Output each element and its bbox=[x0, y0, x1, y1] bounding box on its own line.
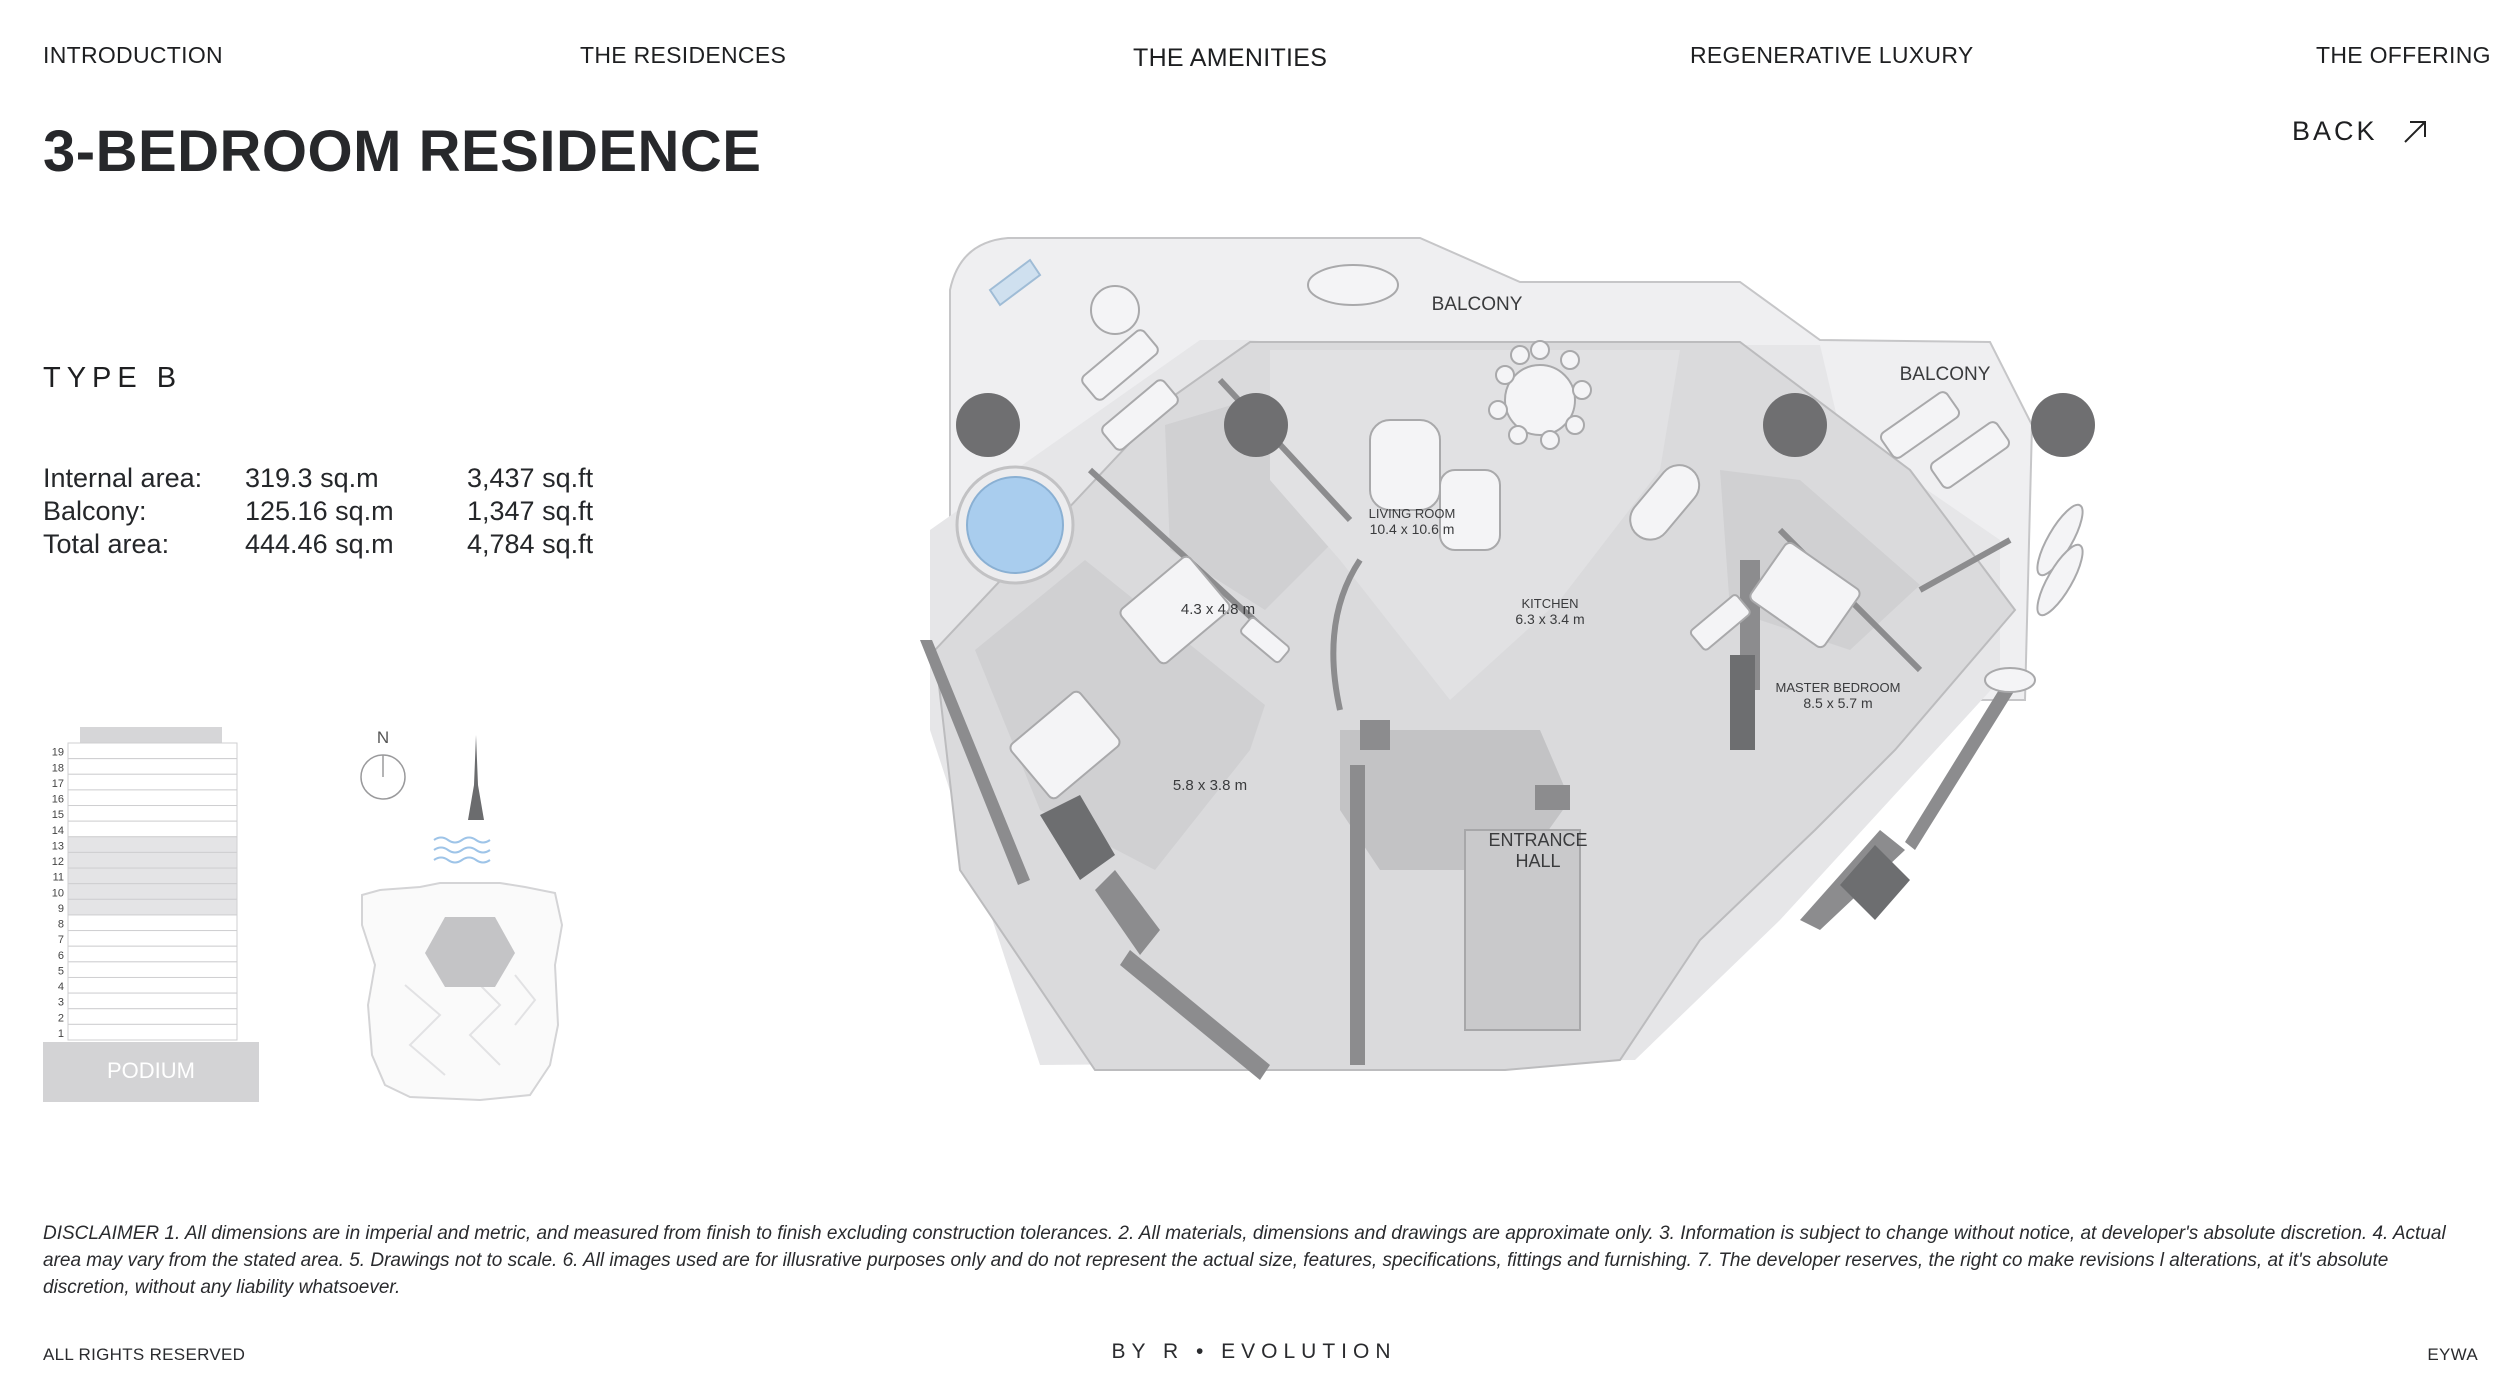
area-sqm: 444.46 sq.m bbox=[245, 529, 394, 559]
tower-floor bbox=[68, 962, 237, 978]
nav-the-offering[interactable]: THE OFFERING bbox=[2316, 42, 2491, 68]
tower-floor-number: 14 bbox=[51, 824, 64, 837]
tower-floor bbox=[68, 1009, 237, 1025]
area-label: Internal area: bbox=[43, 463, 203, 493]
area-sqm: 319.3 sq.m bbox=[245, 463, 379, 493]
area-table bbox=[43, 462, 593, 561]
footer-brand: BY R • EVOLUTION bbox=[1111, 1340, 1397, 1363]
nav-the-amenities[interactable]: THE AMENITIES bbox=[1133, 44, 1328, 72]
disclaimer: DISCLAIMER 1. All dimensions are in imperial and metric, and measured from finish to finish excluding construction tolerances. 2. All materials, dimensions and drawings are approximate only. 3. Information is subject to change without notice, at developer's absolute discretion. 4. Actual area may vary from the stated area. 5. Drawings not to scale. 6. All images used are for illusrative purposes only and do not represent the actual size, features, specifications, fittings and furnishing. 7. The developer reserves, the right co make revisions l alterations, at it's absolute discretion, without any liability whatsoever. bbox=[43, 1223, 2446, 1298]
tower-floor-number: 2 bbox=[57, 1012, 64, 1025]
nav-the-residences[interactable]: THE RESIDENCES bbox=[580, 42, 787, 68]
nav-regenerative-luxury[interactable]: REGENERATIVE LUXURY bbox=[1690, 42, 1974, 68]
label-hall: HALL bbox=[1515, 851, 1561, 871]
label-bedroom-2-dims: 4.3 x 4.8 m bbox=[1180, 601, 1256, 618]
wall-dark-block bbox=[1840, 845, 1910, 920]
area-label: Total area: bbox=[43, 529, 170, 559]
tower-floor-number: 1 bbox=[57, 1028, 64, 1040]
tower-floors bbox=[52, 743, 237, 1040]
north-label: N bbox=[376, 728, 390, 747]
tower-floor-number: 6 bbox=[57, 949, 64, 962]
area-sqft: 1,347 sq.ft bbox=[467, 496, 594, 526]
tower-floor bbox=[68, 806, 237, 822]
tower-floor-number: 3 bbox=[57, 996, 64, 1009]
label-kitchen-dims: 6.3 x 3.4 m bbox=[1515, 611, 1585, 627]
tower-floor bbox=[68, 946, 237, 962]
tower-floor bbox=[68, 1024, 237, 1040]
site-map bbox=[350, 725, 580, 1105]
label-kitchen: KITCHEN bbox=[1521, 596, 1579, 611]
label-bedroom-3-dims: 5.8 x 3.8 m bbox=[1172, 777, 1248, 794]
tower-floor bbox=[68, 931, 237, 947]
tower-floor bbox=[68, 977, 237, 993]
tower-floor-number: 7 bbox=[57, 934, 64, 947]
tower-floor-number: 17 bbox=[51, 777, 64, 790]
label-master-bedroom: MASTER BEDROOM bbox=[1775, 680, 1901, 695]
tower-floor bbox=[68, 774, 237, 790]
tower-floor-diagram bbox=[40, 720, 270, 1105]
tower-floor-number: 10 bbox=[51, 887, 64, 900]
tower-floor-number: 11 bbox=[52, 871, 64, 884]
tower-floor-number: 18 bbox=[51, 762, 64, 775]
area-label: Balcony: bbox=[43, 496, 147, 526]
residence-type: TYPE B bbox=[43, 362, 183, 394]
tower-floor-number: 15 bbox=[51, 809, 64, 822]
tower-floor-number: 8 bbox=[57, 918, 64, 931]
tower-floor bbox=[68, 884, 237, 900]
tower-floor-number: 5 bbox=[57, 965, 64, 978]
tower-roof bbox=[80, 727, 222, 743]
wall-dark-block bbox=[1730, 655, 1755, 750]
label-living-room-dims: 10.4 x 10.6 m bbox=[1369, 521, 1455, 537]
label-living-room: LIVING ROOM bbox=[1368, 506, 1456, 521]
label-balcony-right: BALCONY bbox=[1899, 364, 1991, 385]
nav-introduction[interactable]: INTRODUCTION bbox=[43, 42, 223, 68]
plunge-pool-water bbox=[967, 477, 1063, 573]
landmark-tower-icon bbox=[468, 735, 484, 820]
water-waves-icon bbox=[434, 838, 490, 863]
site-outline bbox=[362, 883, 562, 1100]
back-label: BACK bbox=[2292, 116, 2378, 146]
floor-plan bbox=[920, 230, 2140, 1110]
label-master-bedroom-dims: 8.5 x 5.7 m bbox=[1803, 695, 1873, 711]
tower-floor-number: 9 bbox=[57, 902, 64, 915]
area-sqft: 3,437 sq.ft bbox=[467, 463, 594, 493]
tower-floor bbox=[68, 837, 237, 853]
tower-floor bbox=[68, 993, 237, 1009]
area-row bbox=[43, 495, 593, 528]
area-row bbox=[43, 462, 593, 495]
tower-floor bbox=[68, 899, 237, 915]
footer-rights: ALL RIGHTS RESERVED bbox=[43, 1345, 246, 1364]
tower-floor-number: 16 bbox=[51, 793, 64, 806]
podium-label: PODIUM bbox=[107, 1058, 195, 1083]
area-row bbox=[43, 528, 593, 561]
label-balcony-left: BALCONY bbox=[1431, 294, 1523, 315]
area-sqft: 4,784 sq.ft bbox=[467, 529, 594, 559]
tower-floor-number: 19 bbox=[51, 746, 64, 759]
area-sqm: 125.16 sq.m bbox=[245, 496, 394, 526]
label-entrance: ENTRANCE bbox=[1488, 830, 1588, 850]
tower-floor bbox=[68, 743, 237, 759]
back-button[interactable] bbox=[2292, 116, 2428, 147]
arrow-up-right-icon bbox=[2402, 119, 2428, 145]
tower-floor bbox=[68, 868, 237, 884]
page-title: 3-BEDROOM RESIDENCE bbox=[43, 119, 762, 184]
footer-project: EYWA bbox=[2427, 1345, 2478, 1364]
tower-floor bbox=[68, 852, 237, 868]
tower-floor bbox=[68, 759, 237, 775]
tower-floor bbox=[68, 915, 237, 931]
tower-floor bbox=[68, 821, 237, 837]
tower-floor-number: 12 bbox=[51, 856, 64, 869]
tower-floor-number: 13 bbox=[51, 840, 64, 853]
tower-floor-number: 4 bbox=[57, 981, 64, 994]
tower-floor bbox=[68, 790, 237, 806]
